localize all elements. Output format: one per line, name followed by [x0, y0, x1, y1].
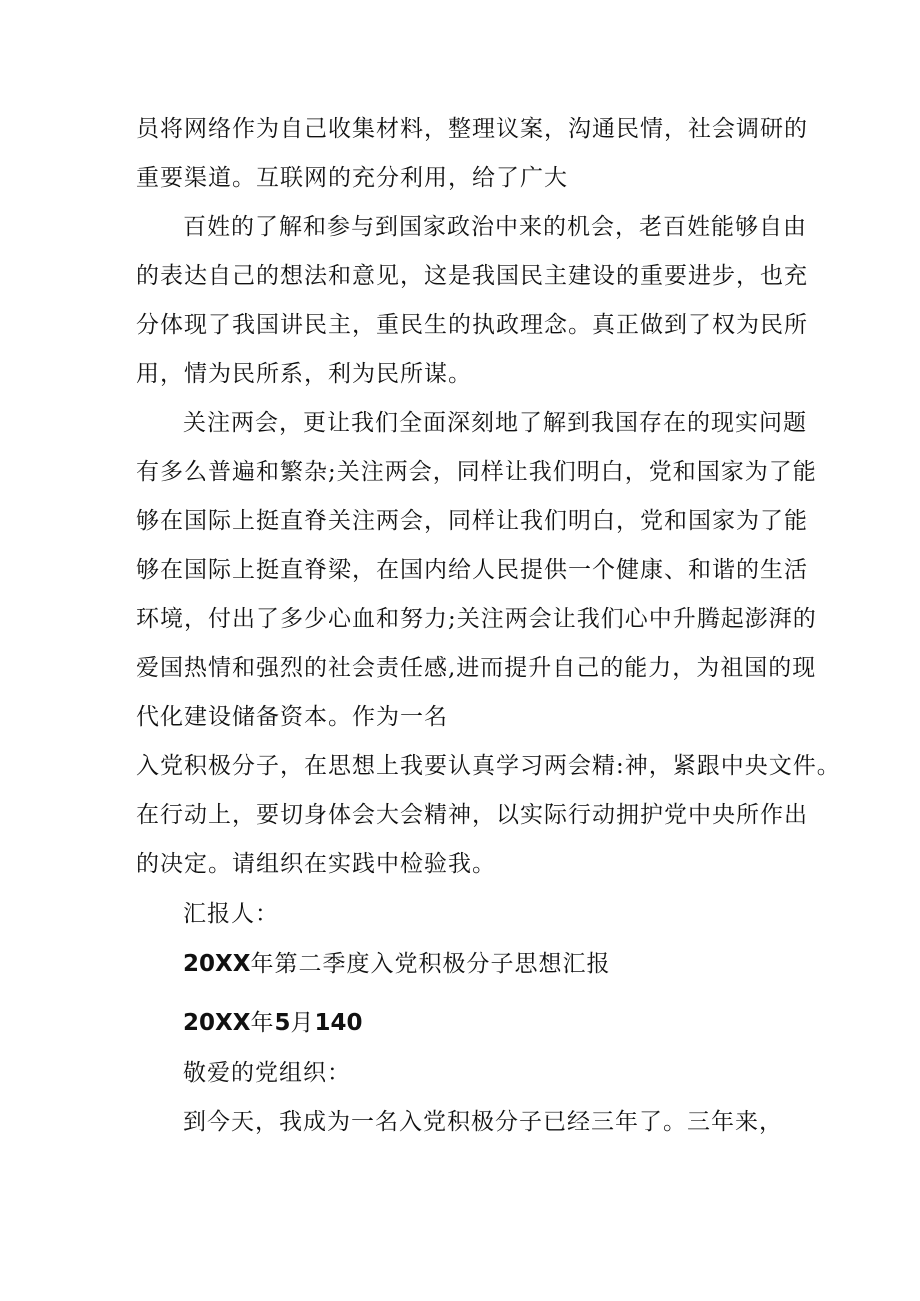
date-month: 5 [274, 1010, 291, 1036]
date-month-char: 月 [290, 1010, 315, 1036]
body-line: 够在国际上挺直脊关注两会，同样让我们明白，党和国家为了能 [136, 508, 808, 534]
date-year: 20XX [183, 1010, 251, 1036]
reporter-label: 汇报人： [183, 901, 279, 927]
body-line: 代化建设储备资本。作为一名 [136, 704, 448, 730]
body-line: 员将网络作为自己收集材料，整理议案，沟通民情，社会调研的 [136, 116, 808, 142]
body-line: 入党积极分子，在思想上我要认真学习两会精:神，紧跟中央文件。 [136, 753, 841, 779]
body-line: 环境，付出了多少心血和努力;关注两会让我们心中升腾起澎湃的 [136, 606, 817, 632]
report-title-text: 年第二季度入党积极分子思想汇报 [250, 951, 611, 977]
body-line: 重要渠道。互联网的充分利用，给了广大 [136, 165, 568, 191]
body-line: 到今天，我成为一名入党积极分子已经三年了。三年来， [183, 1109, 783, 1135]
body-line: 用，情为民所系，利为民所谋。 [136, 361, 472, 387]
report-title [183, 949, 610, 979]
report-title-year: 20XX [183, 951, 251, 977]
date-day: 140 [314, 1010, 363, 1036]
body-line: 够在国际上挺直脊梁，在国内给人民提供一个健康、和谐的生活 [136, 557, 808, 583]
report-date [183, 1008, 363, 1038]
body-line: 有多么普遍和繁杂;关注两会，同样让我们明白，党和国家为了能 [136, 459, 817, 485]
body-line: 关注两会，更让我们全面深刻地了解到我国存在的现实问题 [183, 410, 807, 436]
body-line: 的决定。请组织在实践中检验我。 [136, 851, 496, 877]
body-line: 爱国热情和强烈的社会责任感,进而提升自己的能力，为祖国的现 [136, 655, 817, 681]
body-line: 在行动上，要切身体会大会精神，以实际行动拥护党中央所作出 [136, 802, 808, 828]
body-line: 百姓的了解和参与到国家政治中来的机会，老百姓能够自由 [183, 214, 807, 240]
body-line: 的表达自己的想法和意见，这是我国民主建设的重要进步，也充 [136, 263, 808, 289]
body-line: 分体现了我国讲民主，重民生的执政理念。真正做到了权为民所 [136, 312, 808, 338]
date-year-char: 年 [250, 1010, 275, 1036]
salutation: 敬爱的党组织： [183, 1060, 351, 1086]
